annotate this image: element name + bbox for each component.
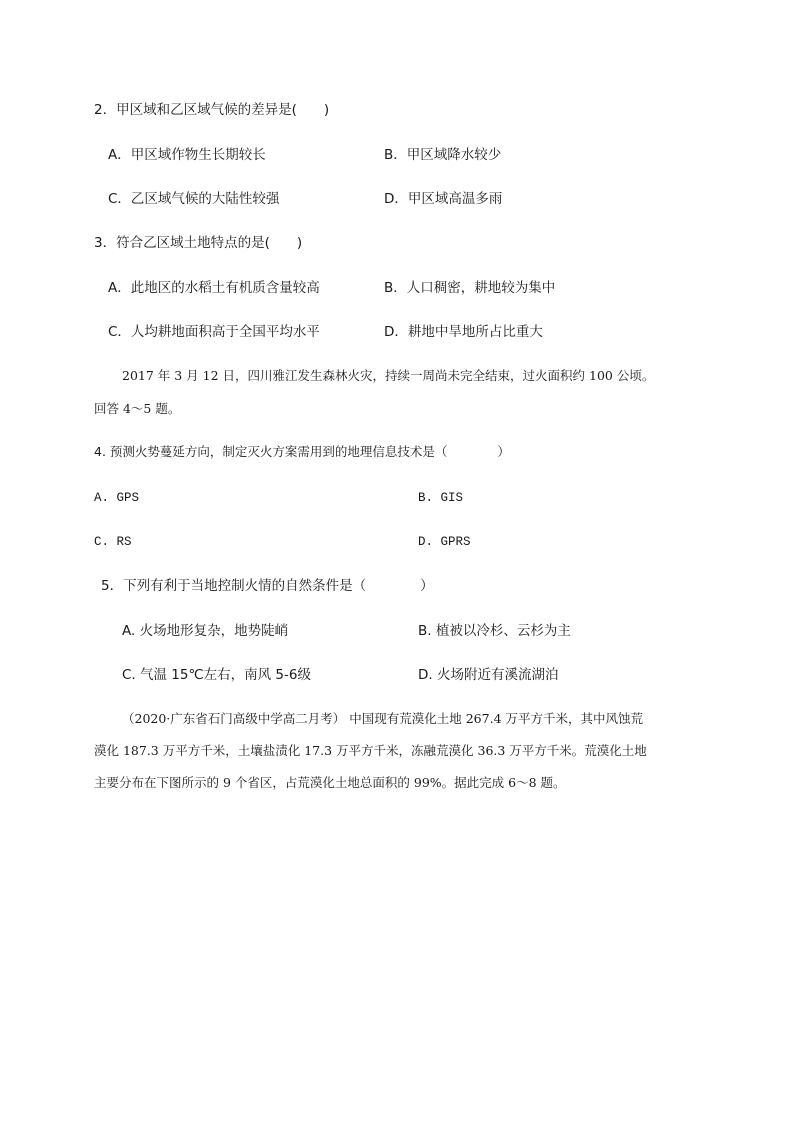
q5-option-b: B. 植被以冷杉、云杉为主	[418, 623, 571, 639]
q5-option-a: A. 火场地形复杂，地势陡峭	[122, 623, 289, 639]
passage2-line3: 主要分布在下图所示的 9 个省区，占荒漠化土地总面积的 99%。据此完成 6～8 题。	[94, 775, 566, 790]
q4-stem: 4. 预测火势蔓延方向，制定灭火方案需用到的地理信息技术是（ ）	[94, 444, 510, 459]
q4-option-d: D. GPRS	[418, 535, 471, 549]
q3-option-a: A．此地区的水稻土有机质含量较高	[108, 280, 320, 296]
passage2-line1: （2020·广东省石门高级中学高二月考） 中国现有荒漠化土地 267.4 万平方千米，其中风蚀荒	[122, 711, 643, 726]
q2-option-b: B．甲区域降水较少	[384, 147, 502, 163]
q3-option-c: C．人均耕地面积高于全国平均水平	[108, 324, 320, 340]
q4-option-a: A. GPS	[94, 491, 140, 505]
q2-stem: 2．甲区域和乙区域气候的差异是( )	[94, 102, 330, 118]
passage1-line2: 回答 4～5 题。	[94, 401, 181, 416]
q3-option-b: B．人口稠密，耕地较为集中	[384, 280, 556, 296]
q5-option-d: D. 火场附近有溪流湖泊	[418, 667, 559, 683]
q2-option-a: A．甲区域作物生长期较长	[108, 147, 266, 163]
passage1-line1: 2017 年 3 月 12 日，四川雅江发生森林火灾，持续一周尚未完全结束，过火面积约 100 公顷。	[122, 368, 655, 383]
q4-option-b: B. GIS	[418, 491, 464, 505]
q3-stem: 3．符合乙区域土地特点的是( )	[94, 235, 303, 251]
q5-stem: 5．下列有利于当地控制火情的自然条件是（ ）	[101, 578, 434, 594]
q5-option-c: C. 气温 15℃左右，南风 5-6级	[122, 667, 311, 683]
q2-option-d: D．甲区域高温多雨	[384, 191, 503, 207]
q4-option-c: C. RS	[94, 535, 132, 549]
q3-option-d: D．耕地中旱地所占比重大	[384, 324, 543, 340]
q2-option-c: C．乙区域气候的大陆性较强	[108, 191, 280, 207]
passage2-line2: 漠化 187.3 万平方千米，土壤盐渍化 17.3 万平方千米，冻融荒漠化 36.3 万平方千米。荒漠化土地	[94, 743, 647, 758]
